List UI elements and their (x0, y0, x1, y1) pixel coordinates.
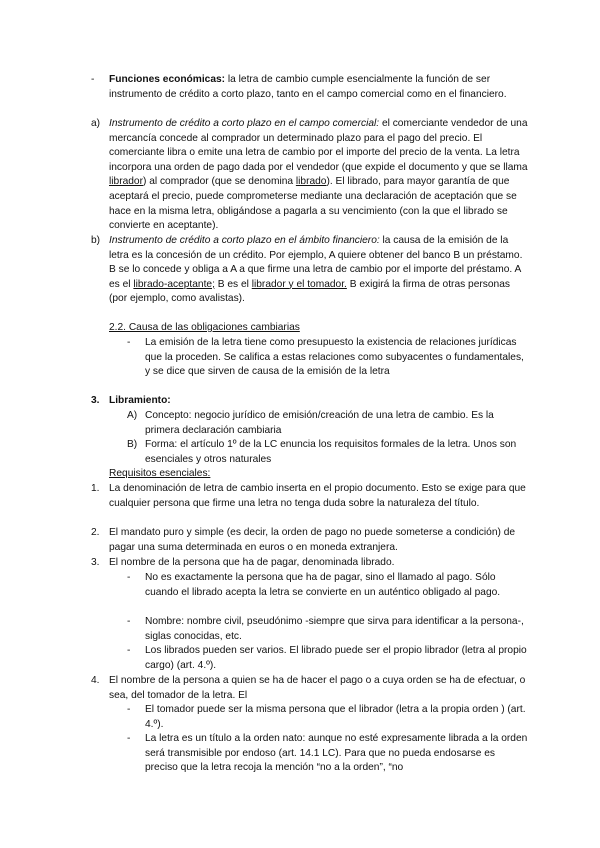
section-number-3: 3. (91, 395, 100, 406)
list-marker-B: B) (127, 439, 138, 450)
list-marker-b: b) (91, 235, 101, 246)
paragraph-causa: La emisión de la letra tiene como presupuesto la existencia de relaciones jurídicas que la proceden. Se califica a estas relaciones como subyacentes o fundamentales, y se dice que sirven de causa de la emisión de la letra (145, 337, 524, 378)
bullet-dash: - (127, 733, 131, 744)
paragraph-forma: Forma: el artículo 1º de la LC enuncia los requisitos formales de la letra. Unos son esenciales y otros naturales (145, 439, 517, 465)
term-librador: librador (109, 176, 143, 188)
bullet-dash: - (127, 572, 131, 583)
requisito-4-detalle-b: La letra es un título a la orden nato: aunque no esté expresamente librada a la orden será transmisible por endoso (art. 14.1 LC). Para que no pueda endosarse es preciso que la letra recoja la mención “no a la orden”, “no (145, 733, 528, 774)
bullet-dash: - (127, 616, 131, 627)
section-heading-causa: 2.2. Causa de las obligaciones cambiarias (109, 322, 300, 333)
list-number-2: 2. (91, 527, 100, 538)
bullet-dash: - (127, 645, 131, 656)
term-librador-tomador: librador y el tomador. (251, 278, 347, 290)
bullet-dash: - (127, 704, 131, 715)
paragraph-credito-financiero: Instrumento de crédito a corto plazo en el ámbito financiero: la causa de la emisión de la letra es la concesión de un crédito. Por ejemplo, A quiere obtener del banco B un préstamo. B se lo concede y obliga a A a que firme una letra de cambio por el importe del préstamo. A es el librado-aceptante; B es el librador y el tomador. B exigirá la firma de otras personas (por ejemplo, como avalistas). (109, 235, 523, 305)
subheading-credito-comercial: Instrumento de crédito a corto plazo en el campo comercial: (109, 118, 380, 129)
list-number-4: 4. (91, 675, 100, 686)
paragraph-funciones-economicas: Funciones económicas: la letra de cambio cumple esencialmente la función de ser instrumento de crédito a corto plazo, tanto en el campo comercial como en el financiero. (109, 74, 507, 100)
section-heading-libramiento: Libramiento: (109, 395, 171, 406)
list-number-3: 3. (91, 557, 100, 568)
paragraph-concepto: Concepto: negocio jurídico de emisión/creación de una letra de cambio. Es la primera declaración cambiaria (145, 410, 494, 436)
requisito-3: El nombre de la persona que ha de pagar, denominada librado. (109, 557, 395, 568)
list-number-1: 1. (91, 483, 100, 494)
subheading-requisitos-esenciales: Requisitos esenciales: (109, 468, 211, 479)
requisito-3-detalle-c: Los librados pueden ser varios. El librado puede ser el propio librador (letra al propio cargo) (art. 4.º). (145, 645, 527, 671)
bullet-dash: - (91, 74, 95, 85)
requisito-2: El mandato puro y simple (es decir, la orden de pago no puede someterse a condición) de pagar una suma determinada en euros o en moneda extranjera. (109, 527, 516, 553)
term-librado: librado (295, 176, 327, 188)
requisito-3-detalle-b: Nombre: nombre civil, pseudónimo -siempre que sirva para identificar a la persona-, siglas conocidas, etc. (145, 616, 524, 642)
requisito-4-detalle-a: El tomador puede ser la misma persona que el librador (letra a la propia orden ) (art. 4.º). (145, 704, 526, 730)
bullet-dash: - (127, 337, 131, 348)
subheading-credito-financiero: Instrumento de crédito a corto plazo en el ámbito financiero: (109, 235, 380, 246)
requisito-1: La denominación de letra de cambio inserta en el propio documento. Esto se exige para que cualquier persona que firme una letra no tenga duda sobre la naturaleza del título. (109, 483, 526, 509)
requisito-3-detalle-a: No es exactamente la persona que ha de pagar, sino el llamado al pago. Sólo cuando el librado acepta la letra se convierte en un auténtico obligado al pago. (145, 572, 501, 598)
heading-funciones-economicas: Funciones económicas: (109, 74, 226, 85)
requisito-4: El nombre de la persona a quien se ha de hacer el pago o a cuya orden se ha de efectuar, o sea, del tomador de la letra. El (109, 675, 526, 701)
list-marker-A: A) (127, 410, 138, 421)
term-librado-aceptante: librado-aceptante; (133, 278, 215, 290)
list-marker-a: a) (91, 118, 101, 129)
paragraph-credito-comercial: Instrumento de crédito a corto plazo en el campo comercial: el comerciante vendedor de una mercancía concede al comprador un determinado plazo para el pago del precio. El comerciante libra o emite una letra de cambio por el importe del precio de la venta. La letra incorpora una orden de pago dada por el vendedor (que expide el documento y que se llama librador) al comprador (que se denomina librado). El librado, para mayor garantía de que aceptará el precio, puede comprometerse mediante una declaración de aceptación que se hace en la misma letra, obligándose a pagarla a su vencimiento (con la que el librado se convierte en aceptante). (109, 118, 528, 232)
